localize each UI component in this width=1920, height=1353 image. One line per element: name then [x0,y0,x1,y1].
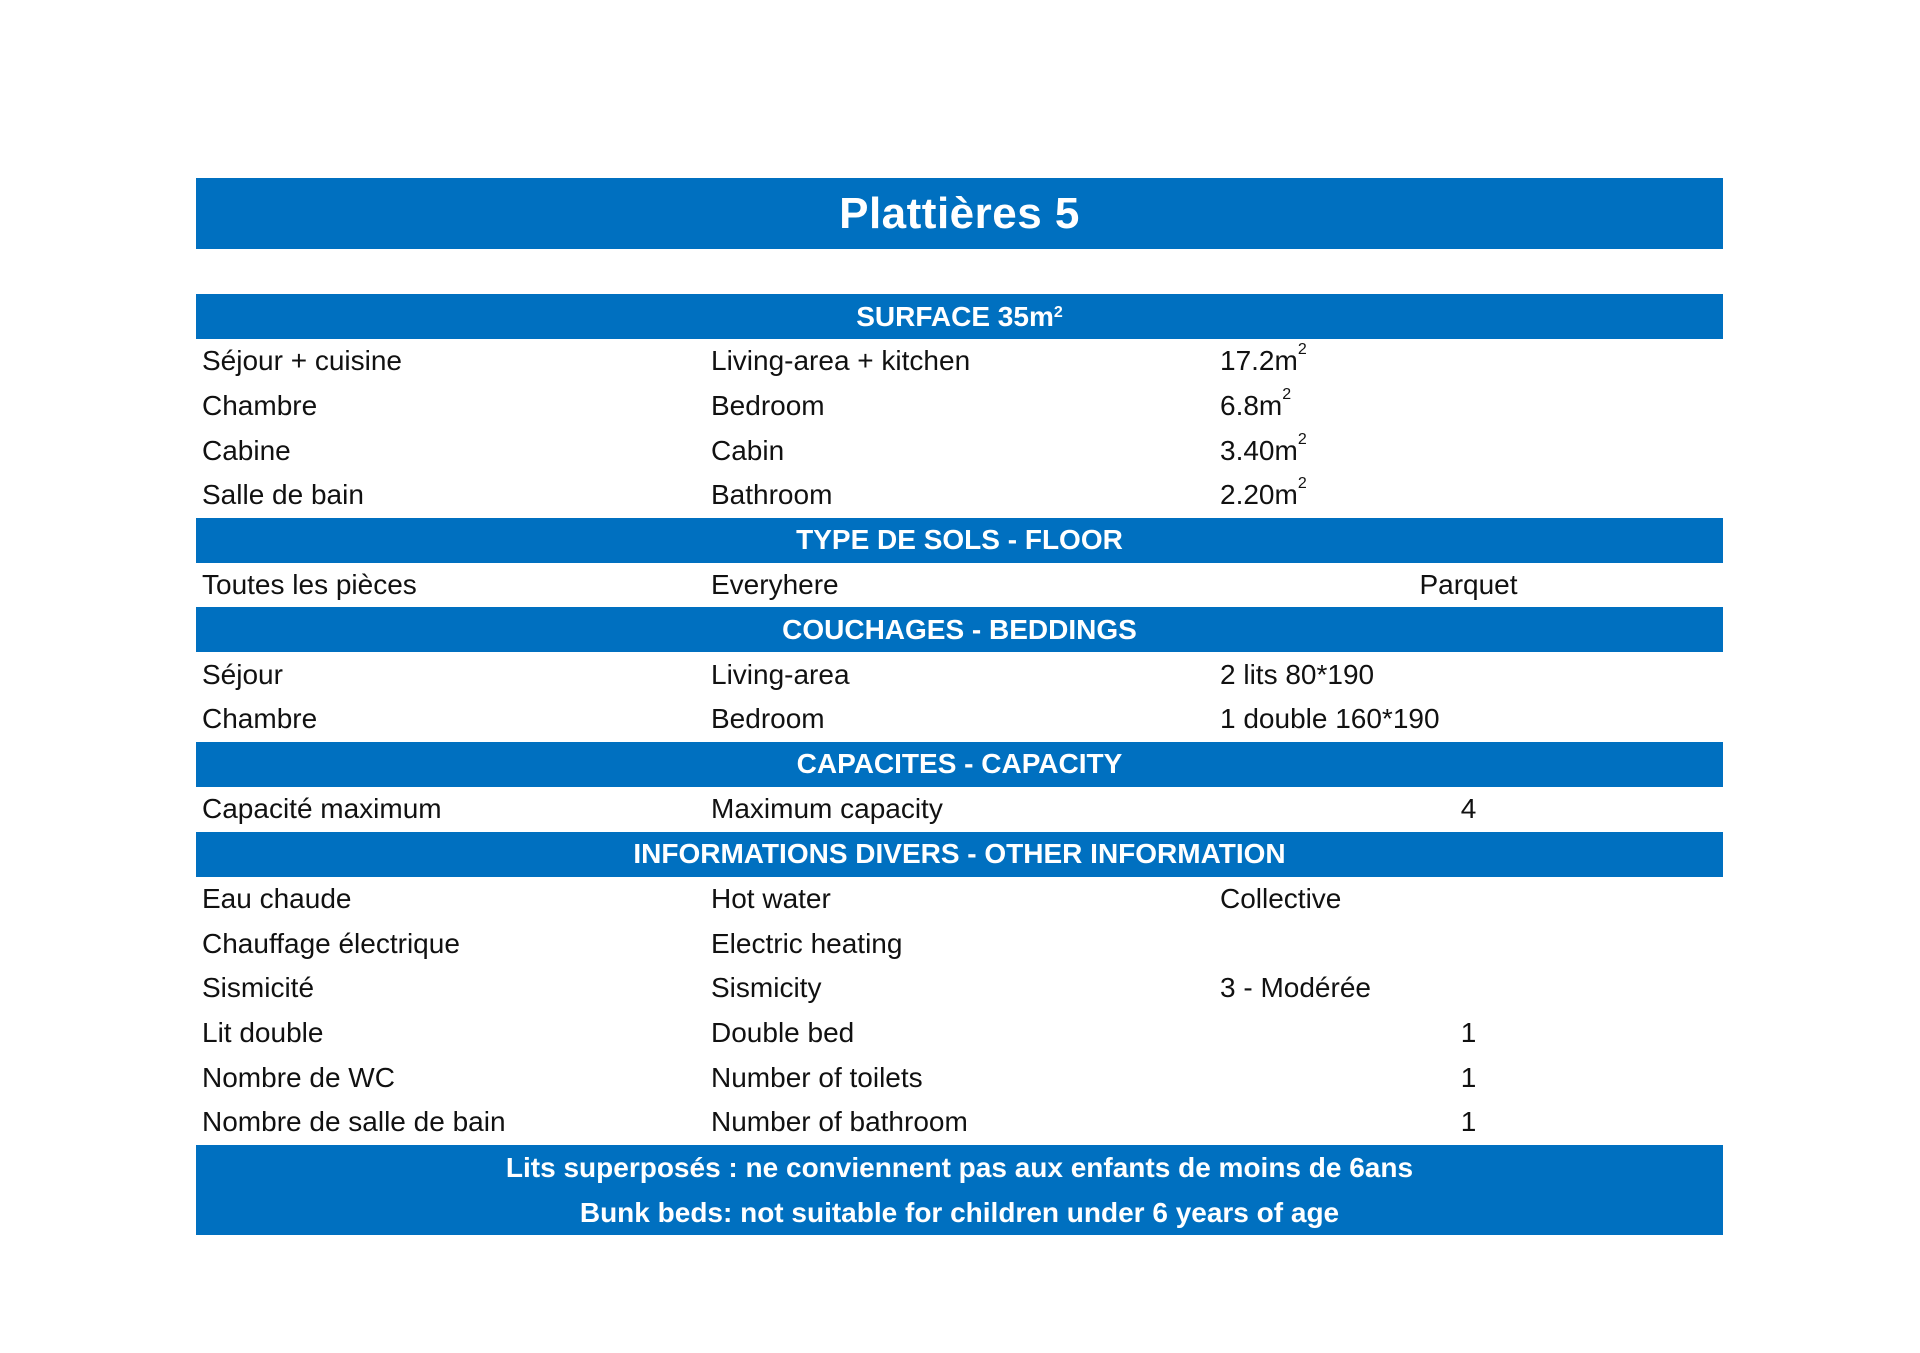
row-label-en: Hot water [711,882,831,914]
row-value [1214,341,1723,377]
property-sheet [196,178,1723,1235]
section-header-surface [196,294,1723,339]
row-label-fr: Chambre [202,703,318,735]
table-row [196,1100,1723,1145]
row-label-en: Bedroom [711,703,825,735]
row-value: Collective [1220,882,1342,914]
row-label-en: Sismicity [711,972,822,1004]
table-row [196,1011,1723,1056]
table-row [196,563,1723,608]
table-row [196,473,1723,518]
row-value-sup: 2 [1282,386,1292,404]
section-header-capacity: CAPACITES - CAPACITY [196,742,1723,787]
table-row [196,921,1723,966]
section-header-floor: TYPE DE SOLS - FLOOR [196,518,1723,563]
row-value-sup: 2 [1297,430,1307,448]
table-row [196,652,1723,697]
row-value: 1 [1460,1106,1477,1138]
row-value: 3 - Modérée [1220,972,1371,1004]
row-label-fr: Nombre de WC [202,1061,395,1093]
table-row [196,339,1723,384]
row-value-text: 17.2m [1220,345,1298,377]
row-label-en: Bedroom [711,390,825,422]
row-label-en: Number of bathroom [711,1106,968,1138]
row-value: 1 [1460,1016,1477,1048]
row-label-en: Living-area [711,658,850,690]
table-row [196,428,1723,473]
section-header-other-information: INFORMATIONS DIVERS - OTHER INFORMATION [196,832,1723,877]
row-label-en: Living-area + kitchen [711,345,971,377]
row-value: Parquet [1419,569,1518,601]
table-row [196,697,1723,742]
row-value: 2 lits 80*190 [1220,658,1375,690]
row-value-sup: 2 [1297,475,1307,493]
row-value: 1 double 160*190 [1220,703,1440,735]
section-header-beddings: COUCHAGES - BEDDINGS [196,607,1723,652]
row-label-fr: Nombre de salle de bain [202,1106,506,1138]
page-title-text: Plattières 5 [839,188,1080,238]
row-value-sup: 2 [1297,341,1307,359]
table-row [196,384,1723,429]
table-row [196,877,1723,922]
row-value-text: 3.40m [1220,434,1298,466]
row-label-fr: Cabine [202,434,291,466]
spacer [196,249,1723,294]
row-value-text: 6.8m [1220,390,1283,422]
table-row [196,966,1723,1011]
row-label-fr: Eau chaude [202,882,352,914]
footer-notice-fr: Lits superposés : ne conviennent pas aux enfants de moins de 6ans [505,1151,1414,1183]
row-label-fr: Toutes les pièces [202,569,417,601]
row-value: 1 [1460,1061,1477,1093]
row-label-en: Bathroom [711,479,833,511]
footer-notice [196,1145,1723,1235]
page-title [196,178,1723,249]
row-label-en: Double bed [711,1016,855,1048]
row-value: 4 [1460,793,1477,825]
row-value [1214,475,1723,511]
row-label-fr: Séjour + cuisine [202,345,403,377]
row-label-fr: Séjour [202,658,283,690]
row-label-en: Maximum capacity [711,793,943,825]
row-value [1214,386,1723,422]
row-label-fr: Capacité maximum [202,793,442,825]
row-label-en: Everyhere [711,569,839,601]
row-label-fr: Salle de bain [202,479,364,511]
row-label-en: Cabin [711,434,785,466]
table-row [196,1055,1723,1100]
row-label-fr: Chauffage électrique [202,927,460,959]
section-header-surface-text: SURFACE 35m [856,300,1054,332]
table-row [196,787,1723,832]
row-value-text: 2.20m [1220,479,1298,511]
row-label-fr: Chambre [202,390,318,422]
footer-notice-en: Bunk beds: not suitable for children under 6 years of age [579,1196,1340,1228]
row-label-fr: Lit double [202,1016,324,1048]
section-header-surface-sup: 2 [1053,303,1063,321]
row-value [1214,430,1723,467]
row-label-fr: Sismicité [202,972,315,1004]
row-label-en: Number of toilets [711,1061,923,1093]
row-label-en: Electric heating [711,927,903,959]
